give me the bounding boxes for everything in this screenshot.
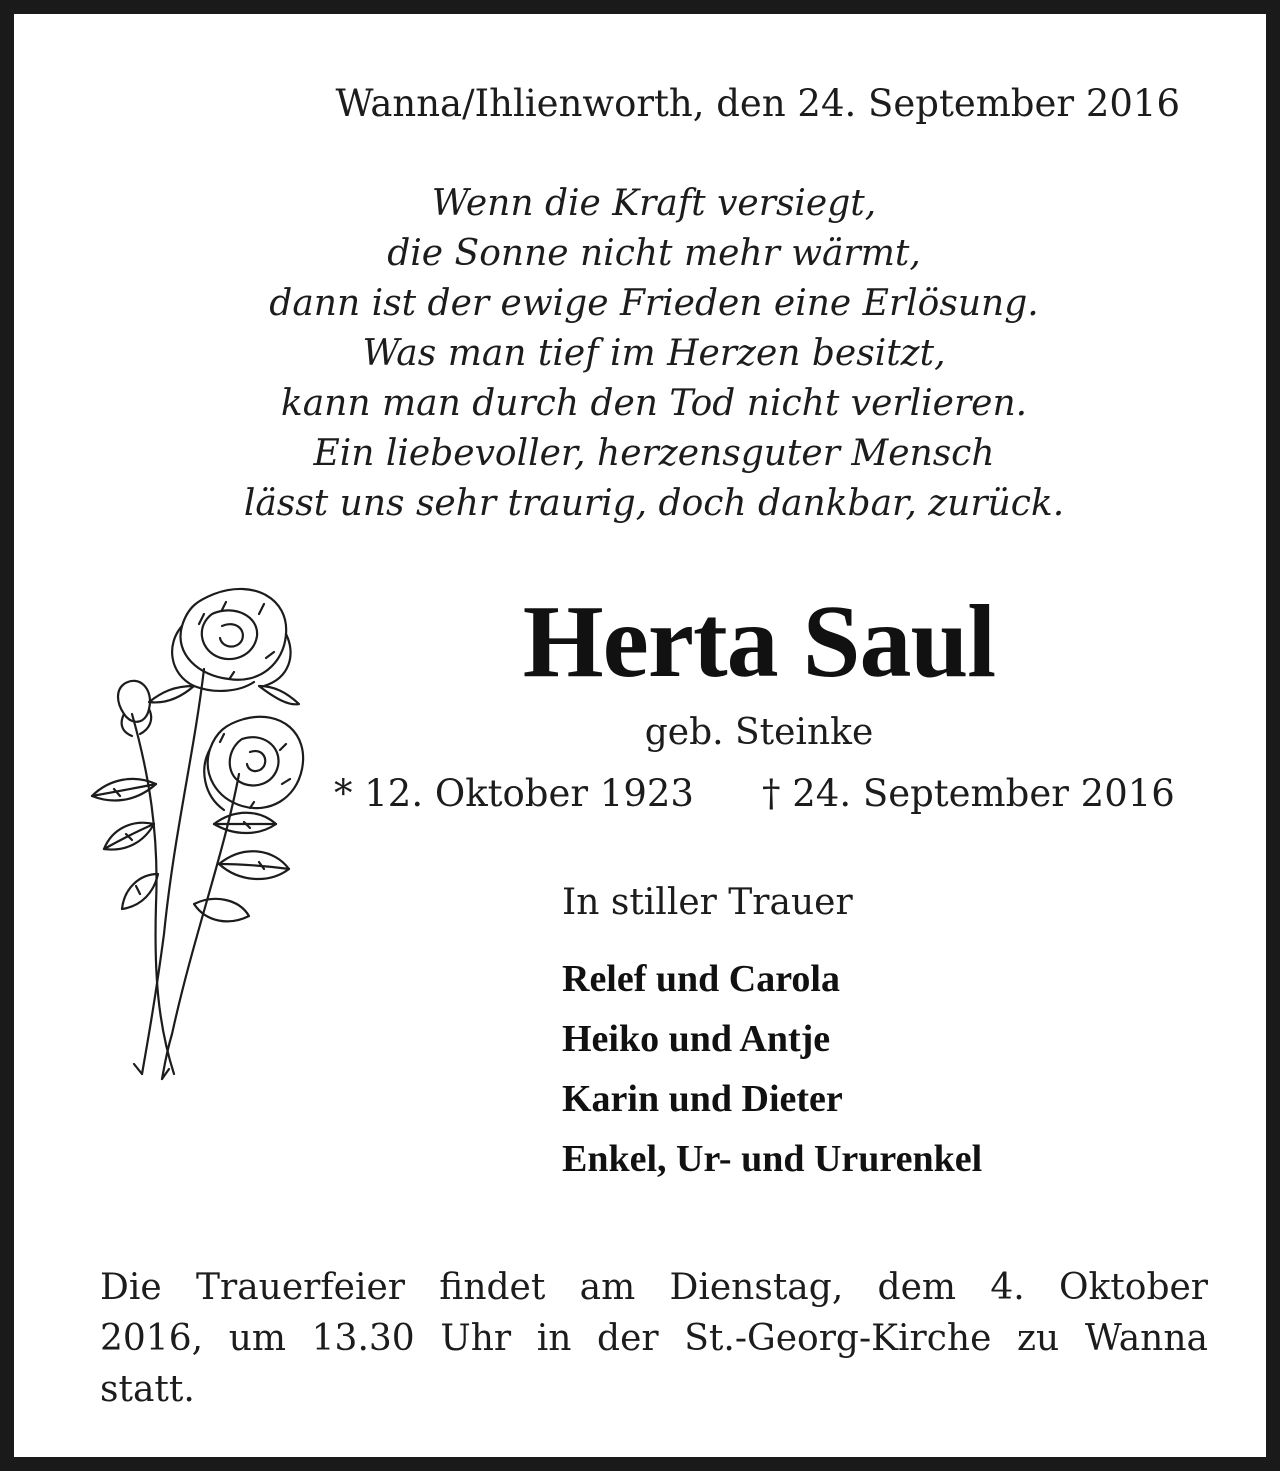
mourning-line: In stiller Trauer <box>562 882 853 923</box>
birth-name: geb. Steinke <box>644 712 874 753</box>
poem-line: dann ist der ewige Frieden eine Erlösung. <box>269 283 1039 324</box>
poem-line: kann man durch den Tod nicht verlieren. <box>280 383 1028 424</box>
poem-line: Ein liebevoller, herzensguter Mensch <box>313 433 995 474</box>
death-date: † 24. September 2016 <box>762 772 1175 815</box>
family-member: Heiko und Antje <box>562 1018 831 1060</box>
deceased-name: Herta Saul <box>522 584 996 699</box>
poem-line: Wenn die Kraft versiegt, <box>431 183 877 224</box>
funeral-line: 2016, um 13.30 Uhr in der St.-Georg-Kirche zu Wanna <box>100 1318 1208 1359</box>
rose-drawing-icon <box>54 574 314 1084</box>
poem <box>154 179 1154 529</box>
funeral-announcement <box>100 1262 1208 1415</box>
place-date-line: Wanna/Ihlienworth, den 24. September 2016 <box>335 82 1180 125</box>
family-member: Relef und Carola <box>562 958 840 1000</box>
poem-line: lässt uns sehr traurig, doch dankbar, zurück. <box>243 483 1065 524</box>
poem-line: die Sonne nicht mehr wärmt, <box>387 233 921 274</box>
funeral-line: Die Trauerfeier findet am Dienstag, dem 4. Oktober <box>100 1267 1208 1308</box>
family-list <box>562 949 982 1189</box>
family-member: Karin und Dieter <box>562 1078 843 1120</box>
family-member: Enkel, Ur- und Ururenkel <box>562 1138 983 1180</box>
funeral-line: statt. <box>100 1369 195 1410</box>
poem-line: Was man tief im Herzen besitzt, <box>362 333 946 374</box>
birth-date: * 12. Oktober 1923 <box>334 772 694 815</box>
